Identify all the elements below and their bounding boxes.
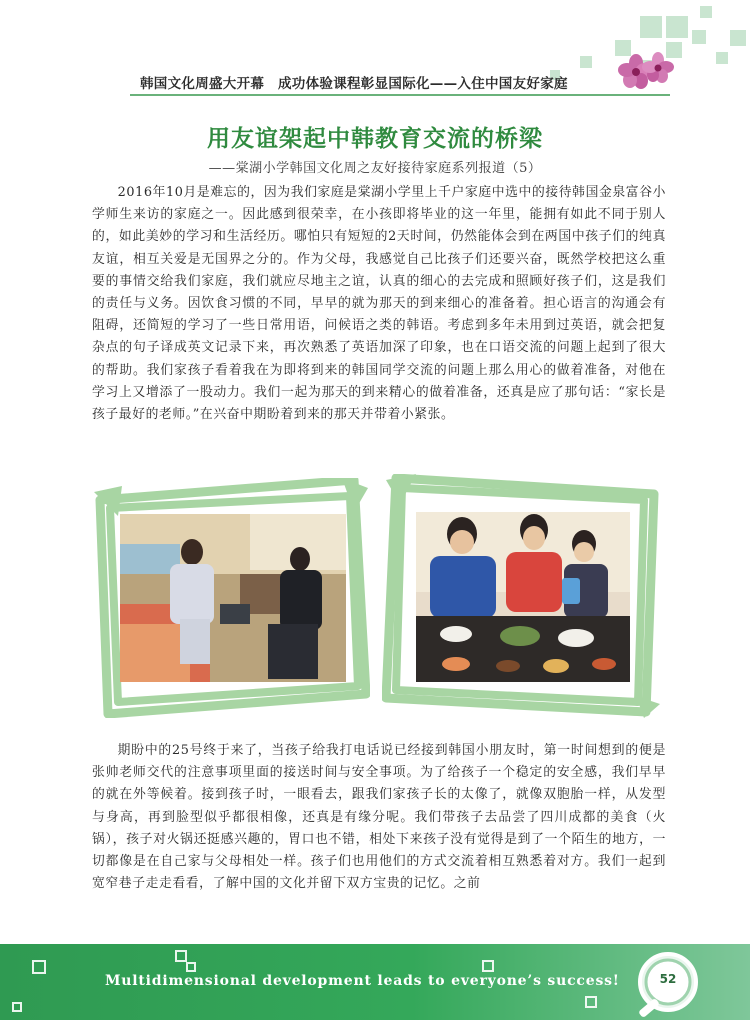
- article-subtitle: ——棠湖小学韩国文化周之友好接待家庭系列报道（5）: [208, 161, 542, 176]
- article-title: 用友谊架起中韩教育交流的桥梁: [207, 125, 543, 152]
- article-paragraph-1: 2016年10月是难忘的，因为我们家庭是棠湖小学里上千户家庭中选中的接待韩国金泉富谷小学师生来访的家庭之一。因此感到很荣幸，在小孩即将毕业的这一年里，能拥有如此不同于别人的，如此美妙的学习和生活经历。哪怕只有短短的2天时间，仍然能体会到在两国中孩子们的纯真友谊，相互关爱是无国界之分的。作为父母，我感觉自己比孩子们还要兴奋，既然学校把这么重要的事情交给我们家庭，我们就应尽地主之谊，认真的细心的去完成和照顾好孩子们，这是我们的责任与义务。因饮食习惯的不同，早早的就为那天的到来细心的准备着。担心语言的沟通会有阻碍，还简短的学习了一些日常用语，问候语之类的韩语。考虑到多年未用到过英语，就会把复杂点的句子译成英文记录下来，再次熟悉了英语加深了印象，也在口语交流的问题上起到了很大的帮助。我们家孩子看着我在为即将到来的韩国同学交流的问题上那么用心的做着准备，对他在学习上又增添了一股动力。我们一起为那天的到来精心的做着准备，还真是应了那句话：“家长是孩子最好的老师。”在兴奋中期盼着到来的那天并带着小紧张。: [92, 185, 666, 423]
- header-title: 韩国文化周盛大开幕 成功体验课程彰显国际化——入住中国友好家庭: [140, 76, 568, 92]
- photo-bedroom-scene: [120, 514, 346, 682]
- footer-decoration-square: [482, 960, 494, 972]
- photo-dinner-scene: [416, 512, 630, 682]
- footer-decoration-square: [175, 950, 187, 962]
- article-paragraph-2: 期盼中的25号终于来了，当孩子给我打电话说已经接到韩国小朋友时，第一时间想到的便是张帅老师交代的注意事项里面的接送时间与安全事项。为了给孩子一个稳定的安全感，我们早早的就在外等候着。接到孩子时，一眼看去，跟我们家孩子长的太像了，就像双胞胎一样，从发型与身高，再到脸型似乎都很相像，还真是有缘分呢。我们带孩子去品尝了四川成都的美食（火锅），孩子对火锅还挺感兴趣的，胃口也不错，相处下来孩子没有觉得是到了一个陌生的地方，一切都像是在自己家与父母相处一样。孩子们也用他们的方式交流着相互熟悉着对方。我们一起到宽窄巷子走走看看，了解中国的文化并留下双方宝贵的记忆。之前: [92, 743, 666, 892]
- footer-decoration-square: [186, 962, 196, 972]
- header-divider: [130, 94, 670, 96]
- hibiscus-flower-icon: [618, 48, 674, 94]
- photo-frame-right: [382, 474, 662, 718]
- footer-decoration-square: [12, 1002, 22, 1012]
- page-number: 52: [659, 972, 677, 986]
- photo-frame-left: [92, 478, 370, 718]
- footer-slogan: Multidimensional development leads to everyone’s success!: [105, 973, 620, 989]
- footer-decoration-square: [32, 960, 46, 974]
- footer-decoration-square: [585, 996, 597, 1008]
